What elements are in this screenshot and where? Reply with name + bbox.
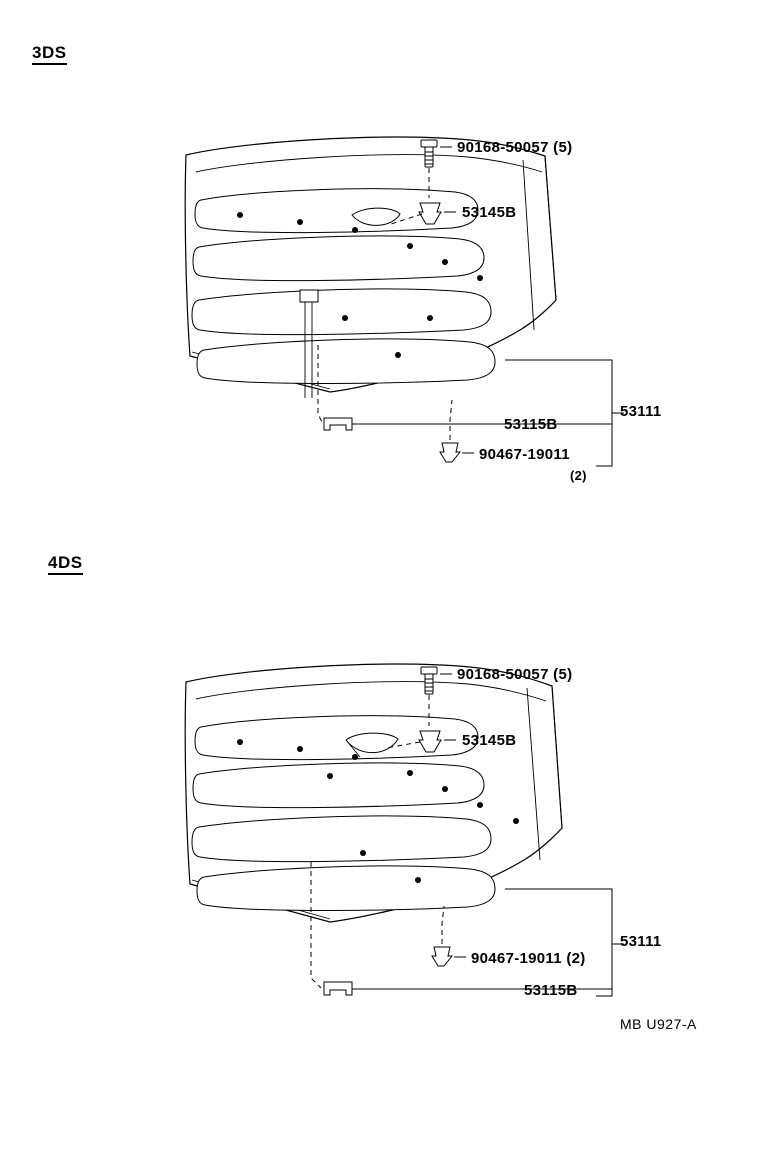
callout-clip-3ds: 53145B — [462, 204, 517, 221]
callout-clip2-3ds: 90467-19011 — [479, 446, 570, 463]
callout-retainer-4ds: 53115B — [524, 982, 578, 999]
retainer-part-4ds — [324, 982, 352, 995]
section-heading-3ds: 3DS — [32, 44, 67, 65]
footer-code: MB U927-A — [620, 1016, 697, 1032]
callout-clip2-qty-3ds: (2) — [570, 468, 587, 483]
callout-assembly-3ds: 53111 — [620, 403, 662, 420]
callout-clip2-4ds: 90467-19011 (2) — [471, 950, 586, 967]
callout-retainer-3ds: 53115B — [504, 416, 558, 433]
callout-bolt-3ds: 90168-50057 (5) — [457, 139, 573, 156]
callout-assembly-4ds: 53111 — [620, 933, 662, 950]
callout-bolt-4ds: 90168-50057 (5) — [457, 666, 573, 683]
callout-clip-4ds: 53145B — [462, 732, 517, 749]
section-heading-4ds: 4DS — [48, 554, 83, 575]
clip2-part-4ds — [432, 947, 452, 966]
